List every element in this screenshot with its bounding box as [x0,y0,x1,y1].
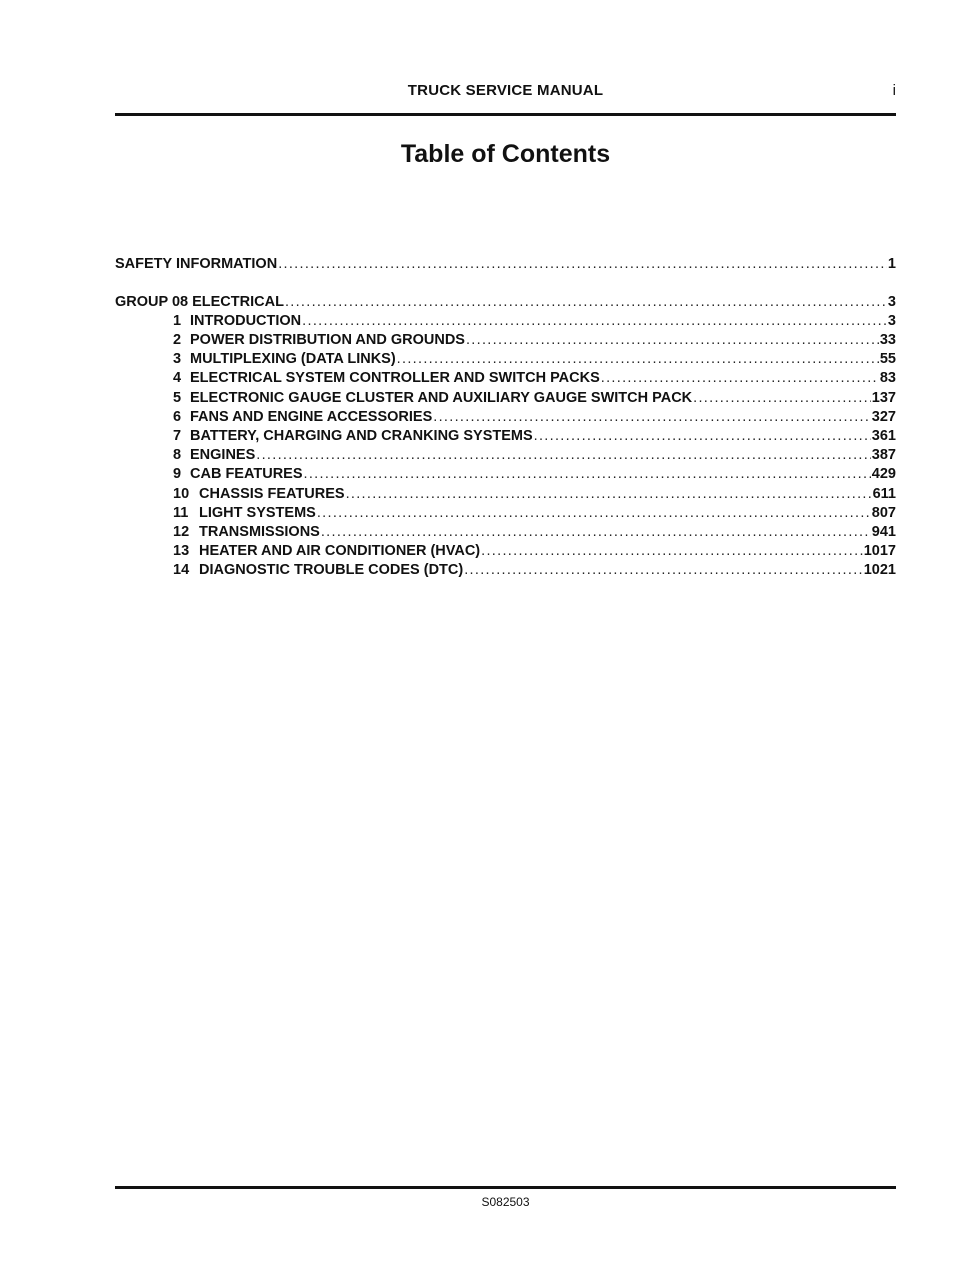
toc-entry-title: FANS AND ENGINE ACCESSORIES [190,408,433,425]
toc-entry-number: 8 [173,447,182,464]
toc-entry-page: 361 [871,428,896,444]
dot-leader [321,523,871,542]
toc-entry-page: 3 [887,293,896,310]
dot-leader [433,408,871,427]
toc-entry-title: ELECTRICAL SYSTEM CONTROLLER AND SWITCH PACKS [190,370,600,387]
toc-entry-page: 137 [871,389,896,406]
toc-entry-page: 1 [887,256,896,272]
toc-entry-number: 7 [173,428,182,444]
toc-entry-title: SAFETY INFORMATION [115,256,278,272]
toc-entry-page: 941 [871,523,896,540]
toc-entry[interactable] [115,427,896,446]
toc-entry-title: BATTERY, CHARGING AND CRANKING SYSTEMS [190,428,533,444]
toc-entry-number: 4 [173,370,182,387]
toc-entry[interactable] [115,446,896,465]
toc-entry-title: GROUP 08 ELECTRICAL [115,293,284,310]
toc-entry-title: INTRODUCTION [190,312,302,329]
toc-entry-title: HEATER AND AIR CONDITIONER (HVAC) [199,543,481,560]
toc-entry-number: 5 [173,389,182,406]
toc-entry-page: 55 [879,351,896,368]
toc-entry-number: 14 [173,562,190,579]
toc-entry[interactable] [115,312,896,331]
toc-entry[interactable] [115,255,896,274]
toc-entry-number: 6 [173,408,182,425]
toc-entry-title: LIGHT SYSTEMS [199,504,316,521]
dot-leader [397,350,879,369]
toc-entry-page: 1021 [863,562,896,579]
toc-entry-page: 33 [879,332,896,349]
dot-leader [464,561,863,580]
toc-entry[interactable] [115,485,896,504]
toc-entry[interactable] [115,465,896,484]
dot-leader [481,542,863,561]
dot-leader [534,427,871,446]
toc-entry-number: 12 [173,523,190,540]
toc-entry[interactable] [115,523,896,542]
toc-entry[interactable] [115,331,896,350]
toc-entry-number: 10 [173,485,190,502]
toc-entry-page: 807 [871,504,896,521]
toc-entry[interactable] [115,408,896,427]
toc-entry-title: CAB FEATURES [190,466,303,483]
page-header [115,82,896,102]
toc-entry-page: 3 [887,312,896,329]
dot-leader [304,465,871,484]
dot-leader [601,369,879,388]
page-number: i [892,82,896,99]
dot-leader [278,255,887,274]
toc-entry[interactable] [115,293,896,312]
dot-leader [466,331,879,350]
toc-entry-number: 2 [173,332,182,349]
toc-entry-title: TRANSMISSIONS [199,523,320,540]
toc-entry-title: ELECTRONIC GAUGE CLUSTER AND AUXILIARY GAUGE SWITCH PACK [190,389,693,406]
toc-entry-title: DIAGNOSTIC TROUBLE CODES (DTC) [199,562,464,579]
toc-entry-page: 429 [871,466,896,483]
toc-entry-page: 83 [879,370,896,387]
dot-leader [346,485,872,504]
toc-entry-title: POWER DISTRIBUTION AND GROUNDS [190,332,465,349]
toc-entry[interactable] [115,542,896,561]
toc-entry-page: 387 [871,447,896,464]
toc-entry-page: 611 [872,485,896,502]
footer-code: S082503 [481,1195,530,1209]
toc-entry-page: 327 [871,408,896,425]
toc-entry[interactable] [115,369,896,388]
toc-entry[interactable] [115,389,896,408]
document-title: Table of Contents [400,140,611,168]
header-rule [115,113,896,116]
toc-entry-number: 3 [173,351,182,368]
dot-leader [302,312,887,331]
toc-entry-number: 11 [173,504,189,521]
toc-entry-number: 13 [173,543,190,560]
toc-entry[interactable] [115,350,896,369]
table-of-contents [115,255,896,581]
toc-entry[interactable] [115,504,896,523]
toc-entry-page: 1017 [863,543,896,560]
dot-leader [285,293,887,312]
dot-leader [256,446,871,465]
toc-entry-number: 9 [173,466,182,483]
toc-entry-title: ENGINES [190,447,256,464]
toc-entry-title: CHASSIS FEATURES [199,485,345,502]
dot-leader [317,504,871,523]
manual-title: TRUCK SERVICE MANUAL [407,82,604,99]
toc-entry-title: MULTIPLEXING (DATA LINKS) [190,351,396,368]
dot-leader [693,389,871,408]
toc-entry-number: 1 [173,312,182,329]
toc-entry[interactable] [115,561,896,580]
footer-rule [115,1186,896,1189]
